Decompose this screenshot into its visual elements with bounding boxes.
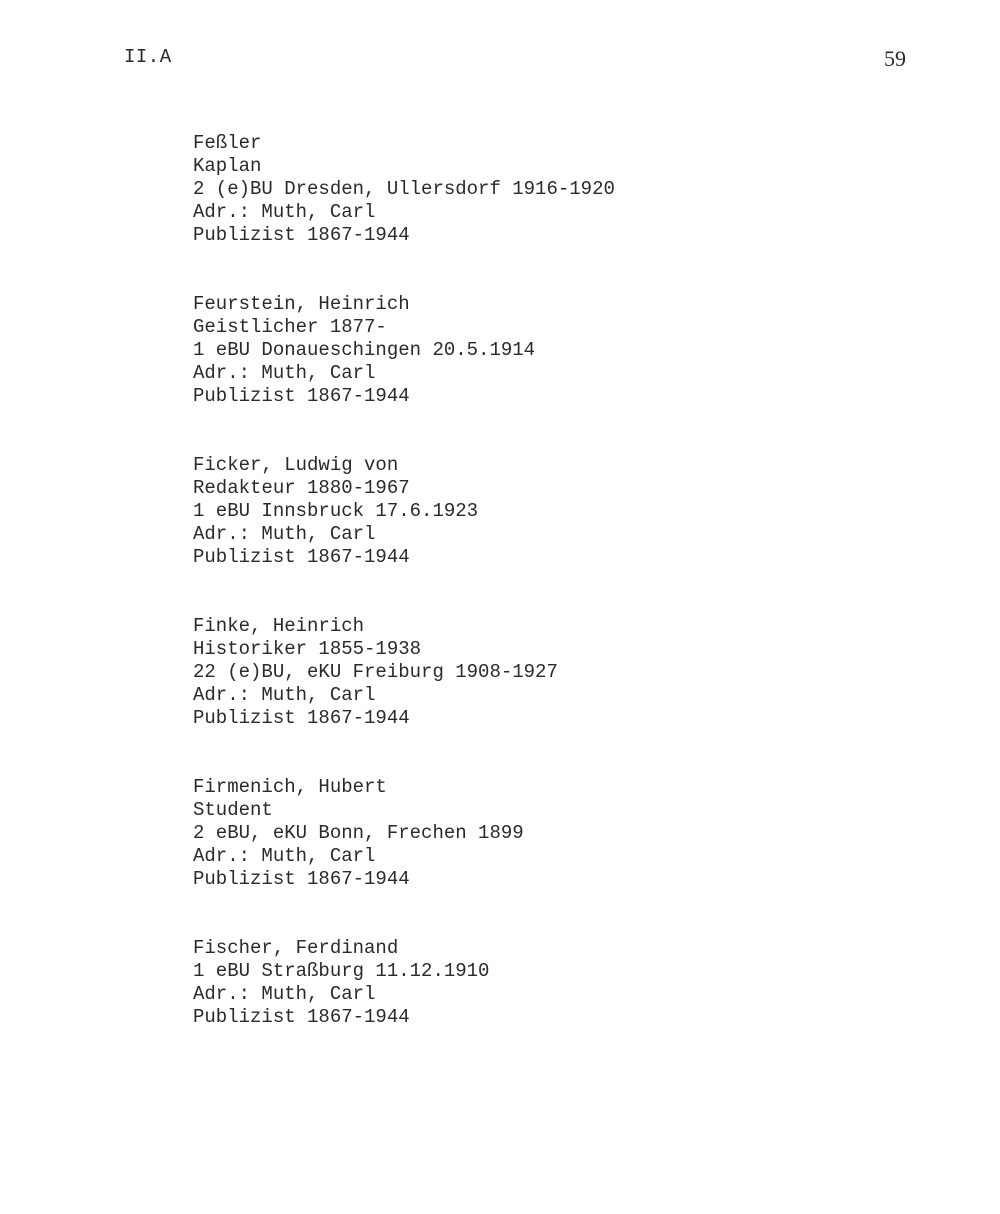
page-number: 59	[884, 46, 906, 71]
record-name: Firmenich, Hubert	[193, 776, 387, 798]
record-addressee: Adr.: Muth, Carl	[193, 983, 376, 1005]
record-name: Feßler	[193, 132, 262, 154]
record-addressee-details: Publizist 1867-1944	[193, 546, 410, 568]
record-entry	[193, 937, 893, 1029]
record-letters: 2 eBU, eKU Bonn, Frechen 1899	[193, 822, 524, 844]
record-entry	[193, 615, 893, 730]
record-occupation: Redakteur 1880-1967	[193, 477, 410, 499]
record-letters: 2 (e)BU Dresden, Ullersdorf 1916-1920	[193, 178, 615, 200]
record-addressee-details: Publizist 1867-1944	[193, 868, 410, 890]
record-letters: 22 (e)BU, eKU Freiburg 1908-1927	[193, 661, 558, 683]
record-name: Feurstein, Heinrich	[193, 293, 410, 315]
record-occupation: Student	[193, 799, 273, 821]
record-addressee: Adr.: Muth, Carl	[193, 684, 376, 706]
record-addressee-details: Publizist 1867-1944	[193, 707, 410, 729]
record-name: Ficker, Ludwig von	[193, 454, 399, 476]
record-name: Finke, Heinrich	[193, 615, 365, 637]
record-addressee-details: Publizist 1867-1944	[193, 1006, 410, 1028]
record-addressee: Adr.: Muth, Carl	[193, 845, 376, 867]
section-label: II.A	[124, 46, 172, 68]
record-addressee: Adr.: Muth, Carl	[193, 523, 376, 545]
record-occupation: Geistlicher 1877-	[193, 316, 387, 338]
record-addressee-details: Publizist 1867-1944	[193, 224, 410, 246]
record-entry	[193, 293, 893, 408]
record-addressee-details: Publizist 1867-1944	[193, 385, 410, 407]
record-addressee: Adr.: Muth, Carl	[193, 201, 376, 223]
record-entry	[193, 132, 893, 247]
record-letters: 1 eBU Innsbruck 17.6.1923	[193, 500, 479, 522]
record-occupation: Historiker 1855-1938	[193, 638, 422, 660]
record-entry	[193, 776, 893, 891]
record-list	[193, 132, 893, 1075]
record-addressee: Adr.: Muth, Carl	[193, 362, 376, 384]
record-occupation: Kaplan	[193, 155, 262, 177]
record-letters: 1 eBU Donaueschingen 20.5.1914	[193, 339, 536, 361]
record-entry	[193, 454, 893, 569]
record-letters: 1 eBU Straßburg 11.12.1910	[193, 960, 490, 982]
record-name: Fischer, Ferdinand	[193, 937, 399, 959]
